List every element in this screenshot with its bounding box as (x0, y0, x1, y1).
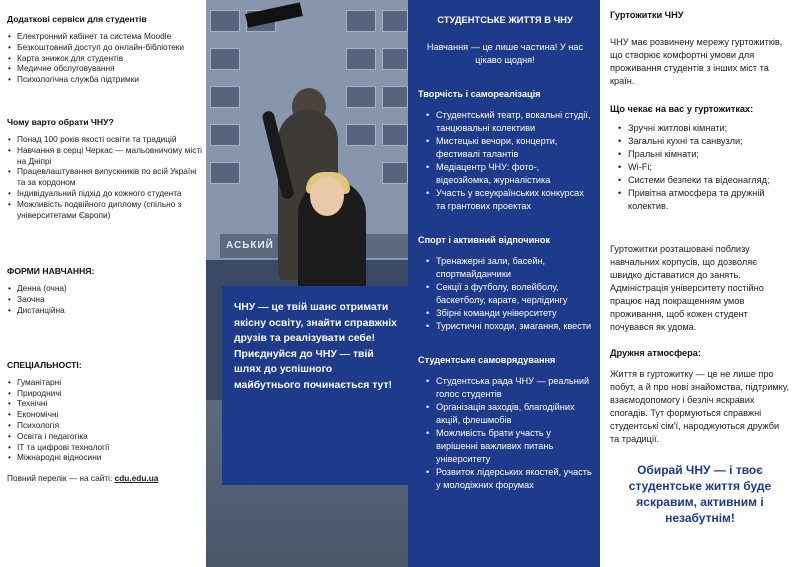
amenities-list (610, 122, 790, 213)
motivation-text: ЧНУ — це твій шанс отримати якісну освіту, знайти справжніх друзів та реалізувати себе! (234, 302, 397, 344)
self-government-list (418, 375, 592, 492)
list-item: • Понад 100 років якості освіти та традицій (7, 134, 206, 145)
list-item: • Секції з футболу, волейболу, баскетболу, карате, черлідингу (418, 281, 592, 307)
list-item: • Психологічна служба підтримки (7, 74, 206, 85)
motivation-text: Приєднуйся до ЧНУ — твій шлях до успішного майбутнього починається тут! (234, 348, 393, 391)
creativity-list (418, 109, 592, 213)
list-item: • Пральні кімнати; (610, 148, 790, 161)
list-item: • Загальні кухні та санвузли; (610, 135, 790, 148)
website-note-text: Повний перелік — на сайті: (7, 473, 115, 484)
why-section (7, 117, 206, 220)
panel-title: СТУДЕНТСЬКЕ ЖИТТЯ В ЧНУ (437, 14, 573, 25)
list-item: • Участь у всеукраїнських конкурсах та грантових проектах (418, 187, 592, 213)
section-heading: Що чекає на вас у гуртожитках: (610, 104, 754, 114)
list-item: • Студентський театр, вокальні студії, танцювальні колективи (418, 109, 592, 135)
building-sign: АСЬКИЙ (220, 234, 408, 258)
services-section (7, 14, 206, 85)
list-item: • ІТ та цифрові технології (7, 442, 206, 453)
sports-list (418, 255, 592, 333)
list-item: • Електронний кабінет та система Moodle (7, 31, 206, 42)
study-forms-list (7, 283, 206, 315)
list-item: • Працевлаштування випускників по всій Україні та за кордоном (7, 166, 206, 188)
section-heading: Додаткові сервіси для студентів (7, 14, 147, 24)
graduate-face (310, 176, 344, 216)
list-item: • Денна (очна) (7, 283, 206, 294)
section-heading: Гуртожитки ЧНУ (610, 10, 684, 20)
specialties-list (7, 377, 206, 463)
section-heading: Творчість і самореалізація (418, 89, 541, 99)
dormitory-intro: ЧНУ має розвинену мережу гуртожитків, що створює комфортні умови для проживання студентів з інших міст та країн. (610, 37, 783, 86)
list-item: • Можливість подвійного диплому (спільно з університетами Європи) (7, 199, 206, 221)
list-item: • Міжнародні відносини (7, 452, 206, 463)
list-item: • Wi-Fi; (610, 161, 790, 174)
section-heading: Спорт і активний відпочинок (418, 235, 551, 245)
section-heading: Студентське самоврядування (418, 355, 556, 365)
section-heading: Дружня атмосфера: (610, 348, 701, 358)
website-note (7, 473, 206, 483)
list-item: • Гуманітарні (7, 377, 206, 388)
section-heading: ФОРМИ НАВЧАННЯ: (7, 266, 95, 277)
services-list (7, 31, 206, 85)
slogan: Обирай ЧНУ — і твоє студентське життя буде яскравим, активним і незабутнім! (628, 463, 772, 525)
list-item: • Освіта і педагогіка (7, 431, 206, 442)
specialties-section (7, 360, 206, 463)
section-heading: СПЕЦІАЛЬНОСТІ: (7, 359, 82, 370)
photo-panel (206, 0, 408, 567)
list-item: • Збірні команди університету (418, 307, 592, 320)
list-item: • Студентська рада ЧНУ — реальний голос студентів (418, 375, 592, 401)
list-item: • Дистанційна (7, 305, 206, 316)
list-item: • Індивідуальний підхід до кожного студента (7, 188, 206, 199)
list-item: • Системи безпеки та відеонагляд; (610, 174, 790, 187)
list-item: • Заочна (7, 294, 206, 305)
list-item: • Карта знижок для студентів (7, 53, 206, 64)
list-item: • Туристичні походи, змагання, квести (418, 320, 592, 333)
location-paragraph: Гуртожитки розташовані поблизу навчальних корпусів, що дозволяє швидко діставатися до занять. Адміністрація університету постійно працює над покращенням умов проживання, щоб кожен студент почувався як удома. (610, 244, 764, 332)
list-item: • Зручні житлові кімнати; (610, 122, 790, 135)
dormitory-panel (600, 0, 800, 567)
list-item: • Природничі (7, 388, 206, 399)
services-panel (0, 0, 206, 567)
why-list (7, 134, 206, 220)
list-item: • Можливість брати участь у вирішенні важливих питань університету (418, 427, 592, 466)
website-link[interactable]: cdu.edu.ua (114, 473, 159, 484)
atmosphere-paragraph: Життя в гуртожитку — це не лише про побут, а й про нові знайомства, підтримку, взаємодопомогу і безліч яскравих спогадів. Тут формуються справжні студентські сім'ї, народжуються дружби та традиції. (610, 369, 790, 444)
list-item: • Економічні (7, 409, 206, 420)
list-item: • Технічні (7, 398, 206, 409)
section-heading: Чому варто обрати ЧНУ? (7, 116, 114, 127)
list-item: • Навчання в серці Черкас — мальовничому місті на Дніпрі (7, 145, 206, 167)
study-forms-section (7, 266, 206, 315)
list-item: • Тренажерні зали, басейн, спортмайданчики (418, 255, 592, 281)
list-item: • Розвиток лідерських якостей, участь у молодіжних форумах (418, 466, 592, 492)
list-item: • Медичне обслуговування (7, 63, 206, 74)
motivation-box (222, 286, 408, 485)
list-item: • Мистецькі вечори, концерти, фестивалі талантів (418, 135, 592, 161)
list-item: • Психологія (7, 420, 206, 431)
list-item: • Медіацентр ЧНУ: фото-, відеозйомка, журналістика (418, 161, 592, 187)
intro-text: Навчання — це лише частина! У нас цікаво щодня! (426, 42, 584, 65)
list-item: • Привітна атмосфера та дружній колектив. (610, 187, 790, 213)
list-item: • Організація заходів, благодійних акцій, флешмобів (418, 401, 592, 427)
list-item: • Безкоштовний доступ до онлайн-бібліотеки (7, 42, 206, 53)
student-life-panel (408, 0, 600, 567)
